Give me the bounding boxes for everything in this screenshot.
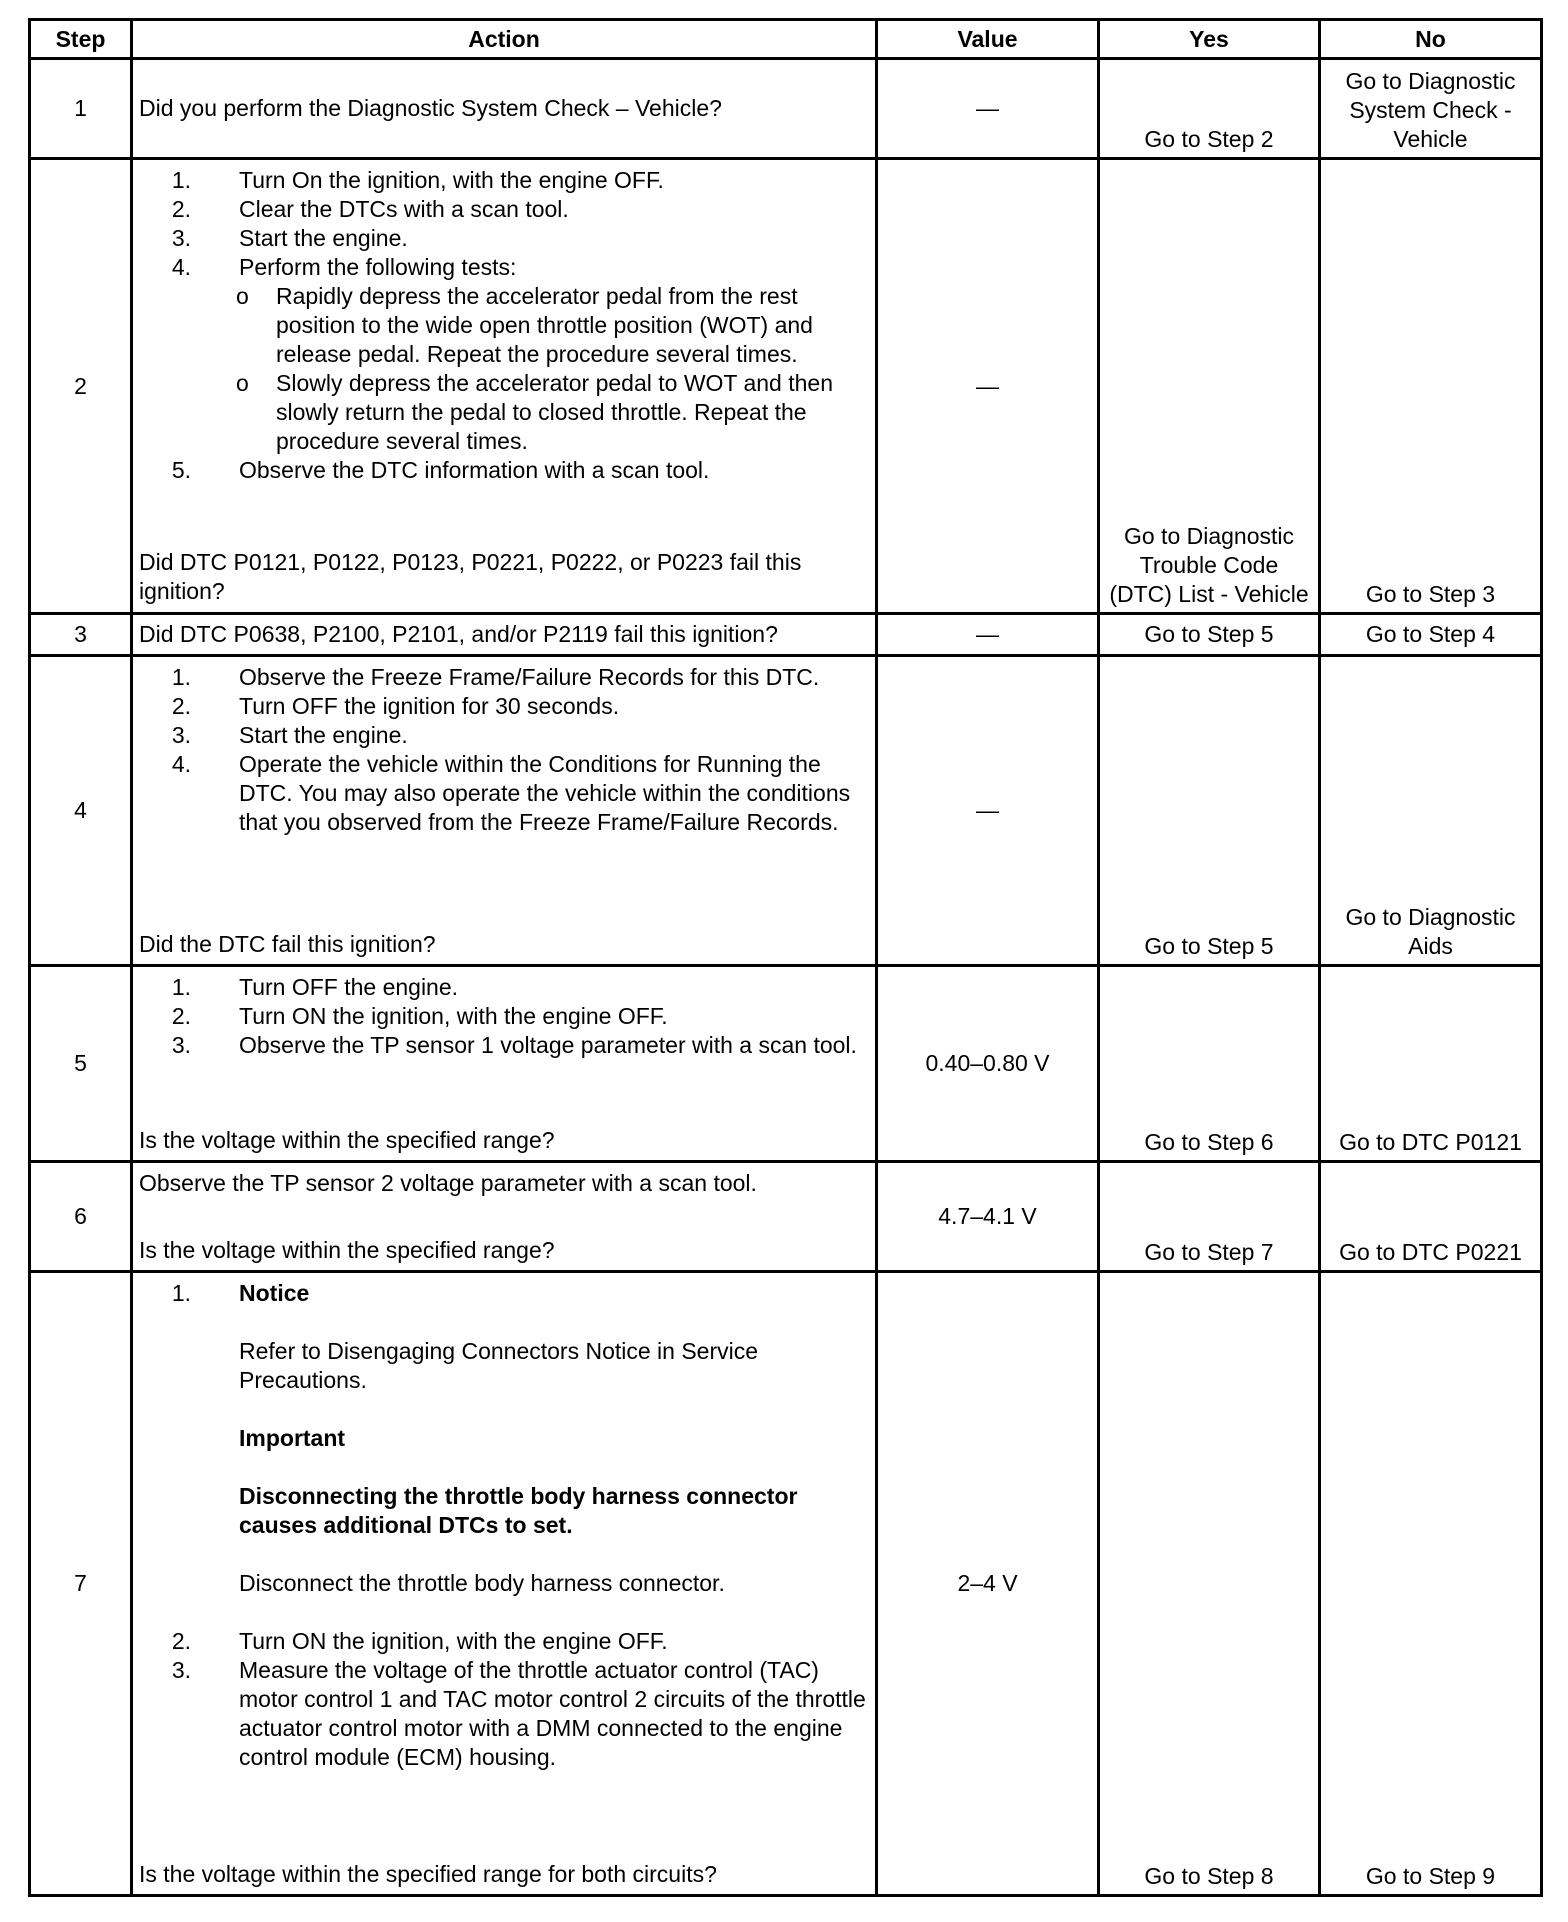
action-step: 3. Measure the voltage of the throttle actuator control (TAC) motor control 1 and TAC motor control 2 circuits of the throttle actuator control motor with a DMM connected to the engine control module (ECM) housing.: [171, 1656, 866, 1770]
yes-cell: Go to Step 7: [1099, 1162, 1320, 1272]
action-step: 3. Start the engine.: [171, 225, 408, 251]
no-cell: Go to Diagnostic Aids: [1320, 656, 1542, 966]
no-cell: Go to DTC P0221: [1320, 1162, 1542, 1272]
header-action: Action: [132, 20, 877, 59]
action-step: 1. Turn On the ignition, with the engine OFF.: [171, 167, 664, 193]
action-question: Did DTC P0638, P2100, P2101, and/or P2119 fail this ignition?: [139, 621, 778, 647]
header-yes: Yes: [1099, 20, 1320, 59]
no-cell: Go to Step 3: [1320, 159, 1542, 614]
diagnostic-table: [28, 18, 1543, 1897]
value-cell: —: [877, 656, 1099, 966]
action-step: 3. Observe the TP sensor 1 voltage parameter with a scan tool.: [171, 1031, 857, 1058]
action-cell: [132, 1162, 877, 1272]
action-question: Did you perform the Diagnostic System Check – Vehicle?: [139, 95, 722, 121]
action-instruction: Observe the TP sensor 2 voltage parameter with a scan tool.: [139, 1169, 757, 1196]
action-steps: [139, 663, 869, 837]
action-step: 3. Start the engine.: [171, 721, 408, 748]
step-number: 5: [30, 966, 132, 1162]
step-number: 3: [30, 614, 132, 656]
disconnect-text: Disconnect the throttle body harness connector.: [239, 1569, 725, 1596]
action-question: Is the voltage within the specified range for both circuits?: [139, 1860, 717, 1887]
action-step: 2. Turn ON the ignition, with the engine OFF.: [171, 1002, 668, 1029]
action-cell: [132, 656, 877, 966]
action-step: 1. Turn OFF the engine.: [171, 973, 459, 1000]
header-no: No: [1320, 20, 1542, 59]
yes-cell: Go to Step 5: [1099, 614, 1320, 656]
value-cell: 2–4 V: [877, 1272, 1099, 1896]
action-steps: [139, 166, 869, 485]
action-substep: o Slowly depress the accelerator pedal to WOT and then slowly return the pedal to closed throttle. Repeat the procedure several times.: [236, 370, 833, 454]
action-substep: o Rapidly depress the accelerator pedal from the rest position to the wide open throttle position (WOT) and release pedal. Repeat the procedure several times.: [236, 283, 813, 367]
step-number: 7: [30, 1272, 132, 1896]
no-cell: Go to Diagnostic System Check - Vehicle: [1320, 59, 1542, 159]
action-cell: [132, 1272, 877, 1896]
table-row: [30, 59, 1542, 159]
action-steps: [139, 973, 869, 1060]
table-row: [30, 1162, 1542, 1272]
action-cell: [132, 614, 877, 656]
action-cell: [132, 966, 877, 1162]
step-number: 1: [30, 59, 132, 159]
table-row: [30, 159, 1542, 614]
action-step: 1. Notice Refer to Disengaging Connectors Notice in Service Precautions. Important Disconnecting the throttle body harness connector causes additional DTCs to set. Disconnect the throttle body harness connector.: [139, 1279, 869, 1627]
action-step: 2. Turn OFF the ignition for 30 seconds.: [171, 692, 620, 719]
value-cell: —: [877, 59, 1099, 159]
yes-cell: Go to Step 2: [1099, 59, 1320, 159]
action-question: Is the voltage within the specified range?: [139, 1236, 555, 1263]
no-cell: Go to Step 4: [1320, 614, 1542, 656]
notice-text: Refer to Disengaging Connectors Notice in Service Precautions.: [239, 1337, 759, 1393]
value-cell: —: [877, 159, 1099, 614]
important-label: Important: [239, 1424, 346, 1451]
yes-cell: Go to Step 8: [1099, 1272, 1320, 1896]
action-step: 5. Observe the DTC information with a scan tool.: [171, 457, 710, 483]
value-cell: 0.40–0.80 V: [877, 966, 1099, 1162]
step-number: 2: [30, 159, 132, 614]
value-cell: —: [877, 614, 1099, 656]
notice-label: Notice: [239, 1279, 310, 1306]
table-row: [30, 1272, 1542, 1896]
action-question: Did the DTC fail this ignition?: [139, 930, 436, 957]
table-row: [30, 656, 1542, 966]
no-cell: Go to Step 9: [1320, 1272, 1542, 1896]
header-row: [30, 20, 1542, 59]
action-step: 4. Operate the vehicle within the Conditions for Running the DTC. You may also operate the vehicle within the conditions that you observed from the Freeze Frame/Failure Records.: [171, 750, 851, 835]
no-cell: Go to DTC P0121: [1320, 966, 1542, 1162]
value-cell: 4.7–4.1 V: [877, 1162, 1099, 1272]
header-value: Value: [877, 20, 1099, 59]
yes-cell: Go to Diagnostic Trouble Code (DTC) List - Vehicle: [1099, 159, 1320, 614]
action-substeps: [139, 282, 869, 456]
important-text: Disconnecting the throttle body harness connector causes additional DTCs to set.: [239, 1482, 798, 1538]
action-cell: [132, 59, 877, 159]
table-row: [30, 614, 1542, 656]
action-steps: [139, 1279, 869, 1772]
action-step: 4. Perform the following tests:: [171, 254, 517, 280]
action-cell: [132, 159, 877, 614]
header-step: Step: [30, 20, 132, 59]
step-number: 4: [30, 656, 132, 966]
yes-cell: Go to Step 5: [1099, 656, 1320, 966]
yes-cell: Go to Step 6: [1099, 966, 1320, 1162]
table-row: [30, 966, 1542, 1162]
action-question: Is the voltage within the specified range?: [139, 1126, 555, 1153]
action-step: 2. Turn ON the ignition, with the engine OFF.: [171, 1627, 668, 1654]
action-step: 1. Observe the Freeze Frame/Failure Records for this DTC.: [171, 663, 820, 690]
action-question: Did DTC P0121, P0122, P0123, P0221, P0222, or P0223 fail this ignition?: [139, 549, 802, 604]
step-number: 6: [30, 1162, 132, 1272]
action-step: 2. Clear the DTCs with a scan tool.: [171, 196, 569, 222]
